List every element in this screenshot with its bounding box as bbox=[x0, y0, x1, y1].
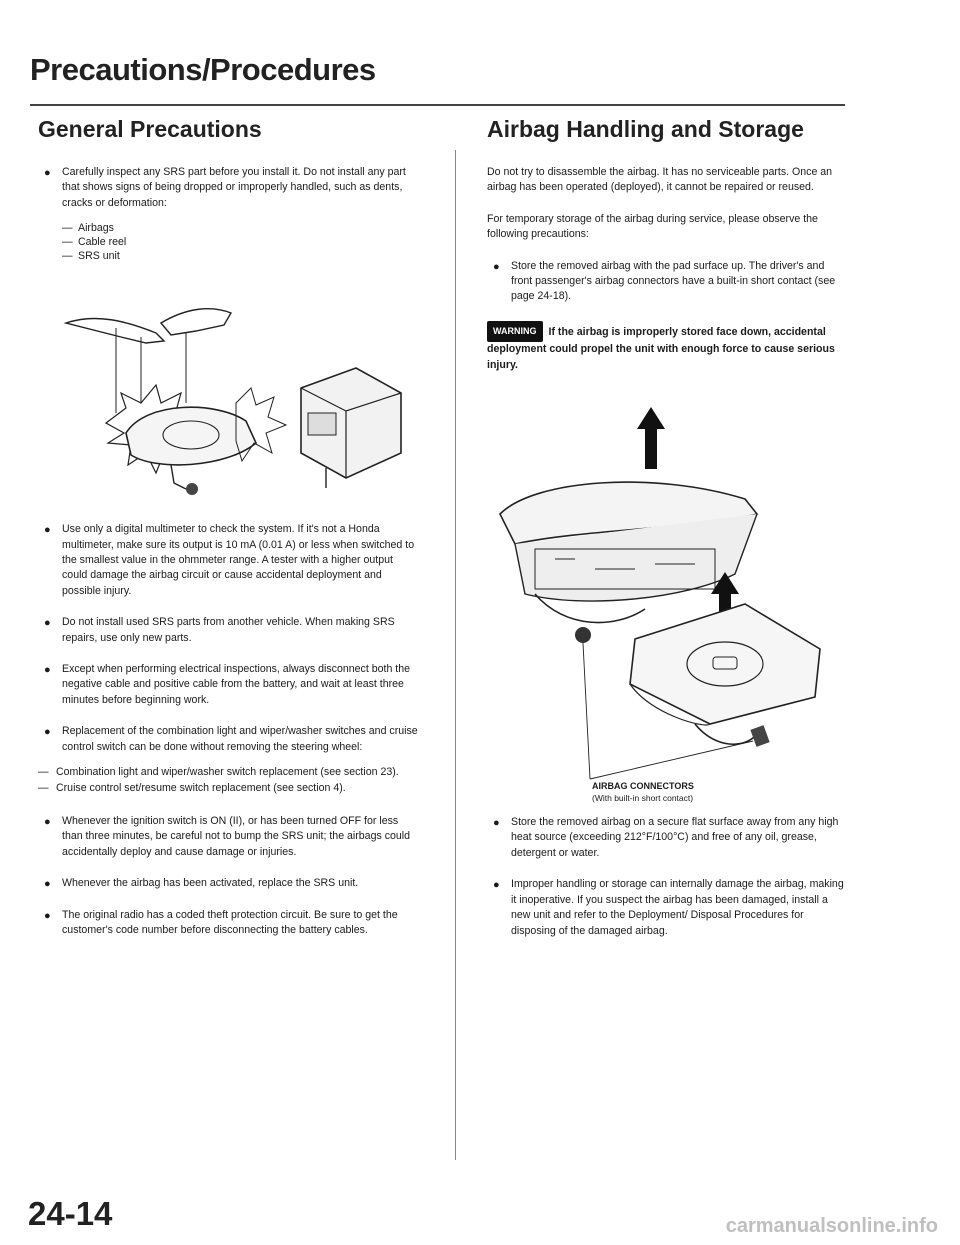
bullet-dot: ● bbox=[44, 617, 51, 630]
bullet-dot: ● bbox=[493, 817, 500, 830]
bullet-dot: ● bbox=[44, 524, 51, 537]
general-precautions-heading: General Precautions bbox=[38, 116, 262, 142]
connector-sublabel: (With built-in short contact) bbox=[592, 793, 694, 804]
bullet-dot: ● bbox=[493, 879, 500, 892]
connector-label: AIRBAG CONNECTORS bbox=[592, 781, 694, 792]
bullet-dot: ● bbox=[44, 664, 51, 677]
bullet-dot: ● bbox=[44, 167, 51, 179]
bullet-text: Whenever the ignition switch is ON (II), or has been turned OFF for less than three minutes, be careful not to bump the SRS unit; the airbags could accidentally deploy and cause damage or injuries. bbox=[62, 814, 411, 858]
title-rule bbox=[30, 104, 845, 106]
srs-parts-list bbox=[62, 221, 420, 263]
bullet-dot: ● bbox=[44, 726, 51, 739]
bullet-activated bbox=[38, 876, 420, 891]
left-column bbox=[38, 116, 420, 954]
page-title: Precautions/Procedures bbox=[30, 52, 376, 87]
bullet-text: Store the removed airbag on a secure flat surface away from any high heat source (exceeding 212°F/100°C) and free of any oil, grease, detergent or water. bbox=[511, 816, 839, 859]
airbag-handling-heading: Airbag Handling and Storage bbox=[487, 116, 804, 142]
bullet-improper-handling bbox=[487, 877, 845, 939]
bullet-switches bbox=[38, 724, 420, 755]
bullet-dot: ● bbox=[44, 909, 51, 922]
watermark: carmanualsonline.info bbox=[725, 1215, 938, 1237]
list-item: — SRS unit bbox=[62, 249, 420, 263]
bullet-battery bbox=[38, 662, 420, 708]
bullet-used-parts bbox=[38, 615, 420, 646]
airbag-storage-illustration bbox=[495, 379, 835, 809]
bullet-radio bbox=[38, 908, 420, 939]
bullet-text: Except when performing electrical inspections, always disconnect both the negative cable and positive cable from the battery, and wait at least three minutes before beginning work. bbox=[62, 663, 411, 706]
bullet-inspect-parts bbox=[38, 165, 420, 263]
list-item: — Airbags bbox=[62, 221, 420, 235]
bullet-text: Carefully inspect any SRS part before you install it. Do not install any part that shows signs of being dropped or improperly handled, such as dents, cracks or deformation: bbox=[62, 166, 406, 209]
bullet-text: Do not install used SRS parts from another vehicle. When making SRS repairs, use only new parts. bbox=[62, 616, 395, 644]
bullet-text: Replacement of the combination light and wiper/washer switches and cruise control switch can be done without removing the steering wheel: bbox=[62, 725, 418, 753]
bullet-dot: ● bbox=[44, 815, 51, 828]
bullet-pad-up bbox=[487, 259, 845, 305]
list-item: — Cruise control set/resume switch replacement (see section 4). bbox=[38, 781, 420, 796]
paragraph: Do not try to disassemble the airbag. It has no serviceable parts. Once an airbag has been operated (deployed), it cannot be repaired or reused. bbox=[487, 166, 833, 194]
paragraph: For temporary storage of the airbag during service, please observe the following precautions: bbox=[487, 212, 818, 241]
bullet-multimeter bbox=[38, 522, 420, 599]
warning-text: If the airbag is improperly stored face down, accidental deployment could propel the unit with enough force to cause serious injury. bbox=[487, 325, 835, 371]
airbag-storage-figure bbox=[495, 379, 835, 809]
list-item: — Combination light and wiper/washer switch replacement (see section 23). bbox=[38, 765, 420, 780]
bullet-text: Improper handling or storage can internally damage the airbag, making it inoperative. If you suspect the airbag has been damaged, install a new unit and refer to the Deployment/ Disposal Procedures for disposing of the damaged airbag. bbox=[511, 878, 844, 937]
bullet-text: The original radio has a coded theft protection circuit. Be sure to get the customer's code number before disconnecting the battery cables. bbox=[62, 908, 398, 936]
bullet-text: Use only a digital multimeter to check the system. If it's not a Honda multimeter, make sure its output is 10 mA (0.01 A) or less when switched to the smallest value in the ohmmeter range. A tester with a higher output could damage the airbag circuit or cause accidental deployment and possible injury. bbox=[62, 523, 415, 597]
switch-replacement-list bbox=[38, 765, 420, 796]
right-column bbox=[487, 116, 845, 955]
column-divider bbox=[455, 150, 456, 1160]
dropped-parts-illustration bbox=[46, 293, 406, 503]
bullet-text: Store the removed airbag with the pad surface up. The driver's and front passenger's airbag connectors have a built-in short contact (see page 24-18). bbox=[511, 259, 836, 303]
warning-badge: WARNING bbox=[487, 321, 543, 342]
bullet-ignition bbox=[38, 814, 420, 860]
page-number: 24-14 bbox=[28, 1195, 113, 1232]
bullet-flat-surface bbox=[487, 815, 845, 861]
bullet-text: Whenever the airbag has been activated, replace the SRS unit. bbox=[62, 877, 359, 890]
warning-box bbox=[487, 321, 845, 373]
bullet-dot: ● bbox=[44, 878, 51, 891]
bullet-dot: ● bbox=[493, 260, 500, 273]
list-item: — Cable reel bbox=[62, 235, 420, 249]
